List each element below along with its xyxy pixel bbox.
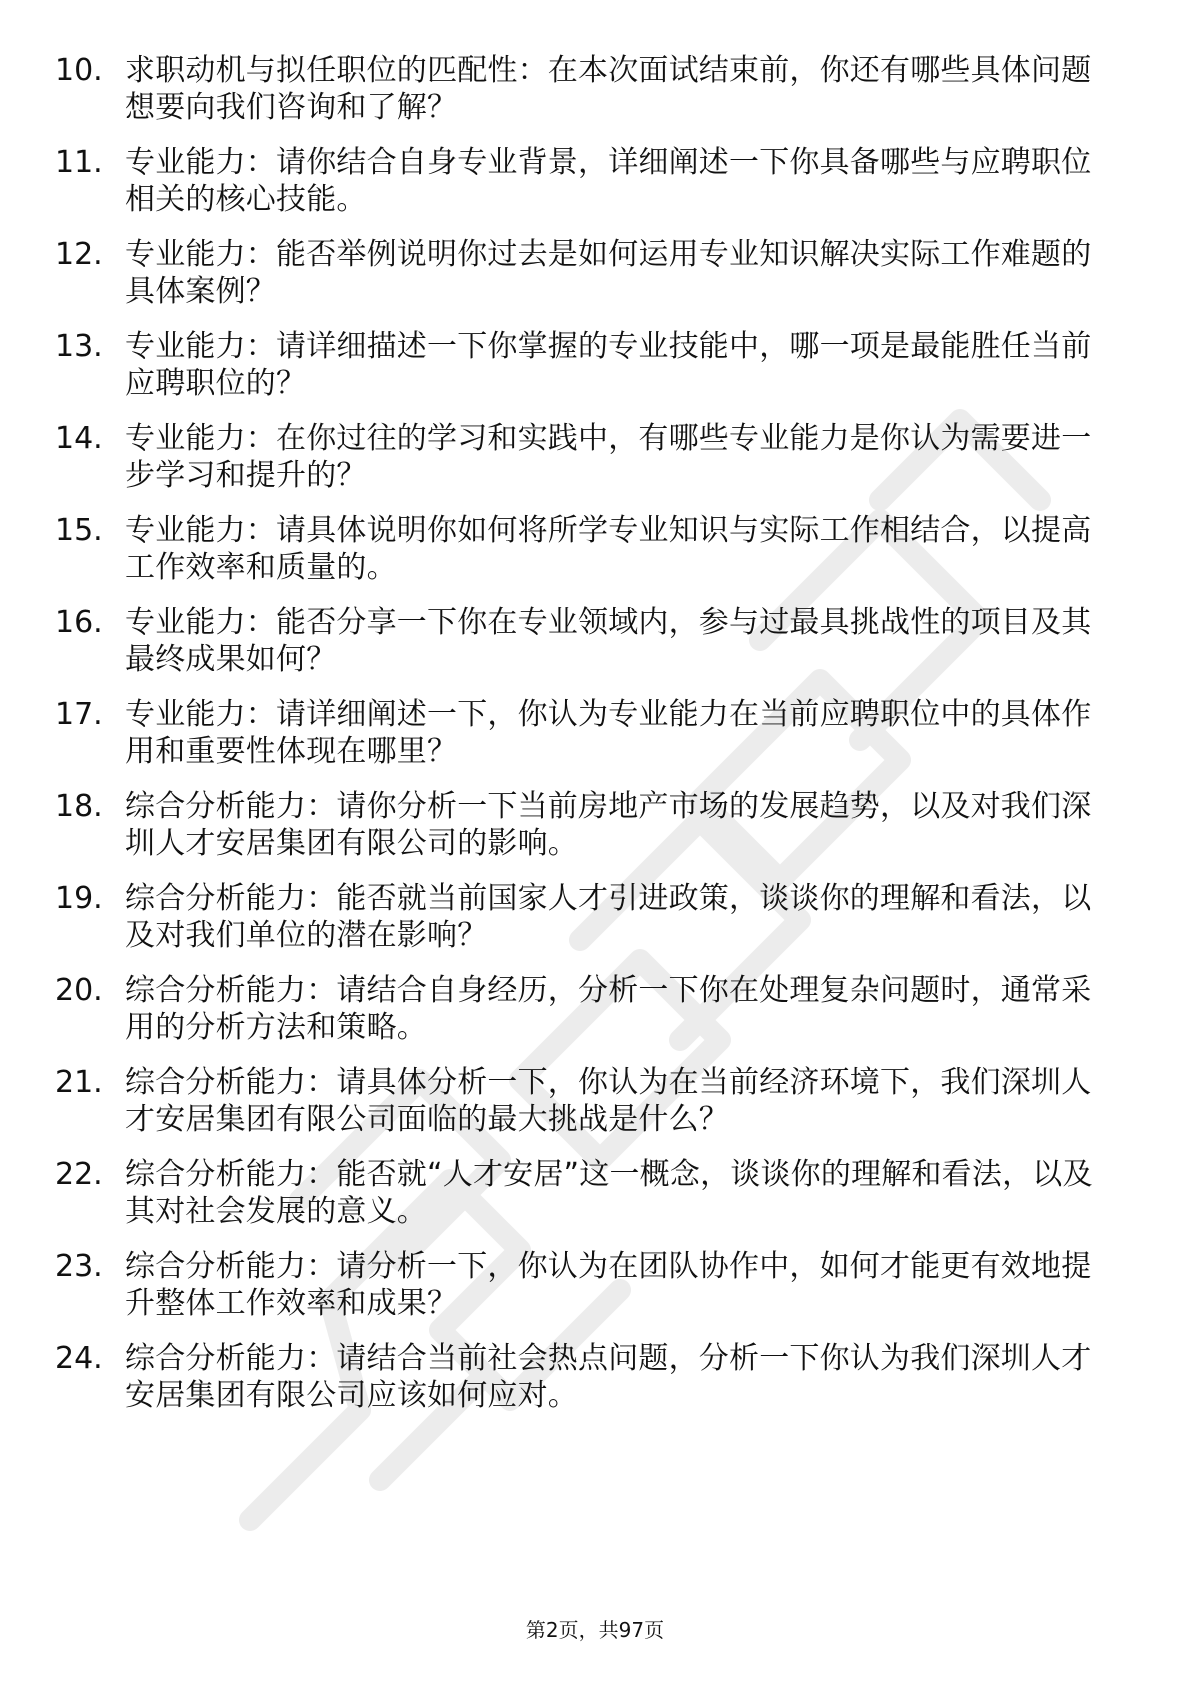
list-item <box>0 512 1190 586</box>
question-number: 14. <box>55 421 103 456</box>
list-item <box>0 52 1190 126</box>
question-number: 16. <box>55 605 103 640</box>
question-number: 22. <box>55 1157 103 1192</box>
question-text: 综合分析能力：请你分析一下当前房地产市场的发展趋势，以及对我们深圳人才安居集团有限公司的影响。 <box>125 789 1092 861</box>
question-text: 综合分析能力：请结合自身经历，分析一下你在处理复杂问题时，通常采用的分析方法和策略。 <box>125 973 1092 1045</box>
question-text: 综合分析能力：请具体分析一下，你认为在当前经济环境下，我们深圳人才安居集团有限公司面临的最大挑战是什么？ <box>125 1065 1092 1137</box>
question-text: 综合分析能力：能否就当前国家人才引进政策，谈谈你的理解和看法，以及对我们单位的潜在影响？ <box>125 881 1092 953</box>
question-text: 专业能力：请你结合自身专业背景，详细阐述一下你具备哪些与应聘职位相关的核心技能。 <box>125 145 1092 217</box>
list-item <box>0 328 1190 402</box>
question-number: 11. <box>55 145 103 180</box>
question-number: 15. <box>55 513 103 548</box>
list-item <box>0 236 1190 310</box>
question-number: 23. <box>55 1249 103 1284</box>
question-number: 24. <box>55 1341 103 1376</box>
list-item <box>0 880 1190 954</box>
page-footer <box>0 1617 1190 1643</box>
question-text: 求职动机与拟任职位的匹配性：在本次面试结束前，你还有哪些具体问题想要向我们咨询和了解？ <box>125 53 1092 125</box>
question-number: 17. <box>55 697 103 732</box>
question-text: 专业能力：请具体说明你如何将所学专业知识与实际工作相结合，以提高工作效率和质量的。 <box>125 513 1092 585</box>
question-number: 19. <box>55 881 103 916</box>
question-text: 专业能力：在你过往的学习和实践中，有哪些专业能力是你认为需要进一步学习和提升的？ <box>125 421 1092 493</box>
list-item <box>0 420 1190 494</box>
question-text: 综合分析能力：请分析一下，你认为在团队协作中，如何才能更有效地提升整体工作效率和成果？ <box>125 1249 1092 1321</box>
list-item <box>0 144 1190 218</box>
list-item <box>0 1248 1190 1322</box>
list-item <box>0 604 1190 678</box>
question-text: 综合分析能力：请结合当前社会热点问题，分析一下你认为我们深圳人才安居集团有限公司应该如何应对。 <box>125 1341 1092 1413</box>
question-number: 18. <box>55 789 103 824</box>
question-number: 12. <box>55 237 103 272</box>
page-number-label: 第2页，共97页 <box>525 1618 665 1642</box>
question-text: 专业能力：能否分享一下你在专业领域内，参与过最具挑战性的项目及其最终成果如何？ <box>125 605 1092 677</box>
question-text: 综合分析能力：能否就“人才安居”这一概念，谈谈你的理解和看法，以及其对社会发展的意义。 <box>125 1157 1093 1229</box>
question-text: 专业能力：请详细描述一下你掌握的专业技能中，哪一项是最能胜任当前应聘职位的？ <box>125 329 1092 401</box>
question-number: 20. <box>55 973 103 1008</box>
question-text: 专业能力：请详细阐述一下，你认为专业能力在当前应聘职位中的具体作用和重要性体现在哪里？ <box>125 697 1092 769</box>
list-item <box>0 1064 1190 1138</box>
list-item <box>0 1156 1190 1230</box>
list-item <box>0 696 1190 770</box>
question-number: 10. <box>55 53 103 88</box>
list-item <box>0 788 1190 862</box>
question-text: 专业能力：能否举例说明你过去是如何运用专业知识解决实际工作难题的具体案例？ <box>125 237 1092 309</box>
question-number: 13. <box>55 329 103 364</box>
list-item <box>0 1340 1190 1414</box>
question-list <box>0 52 1190 1432</box>
list-item <box>0 972 1190 1046</box>
question-number: 21. <box>55 1065 103 1100</box>
